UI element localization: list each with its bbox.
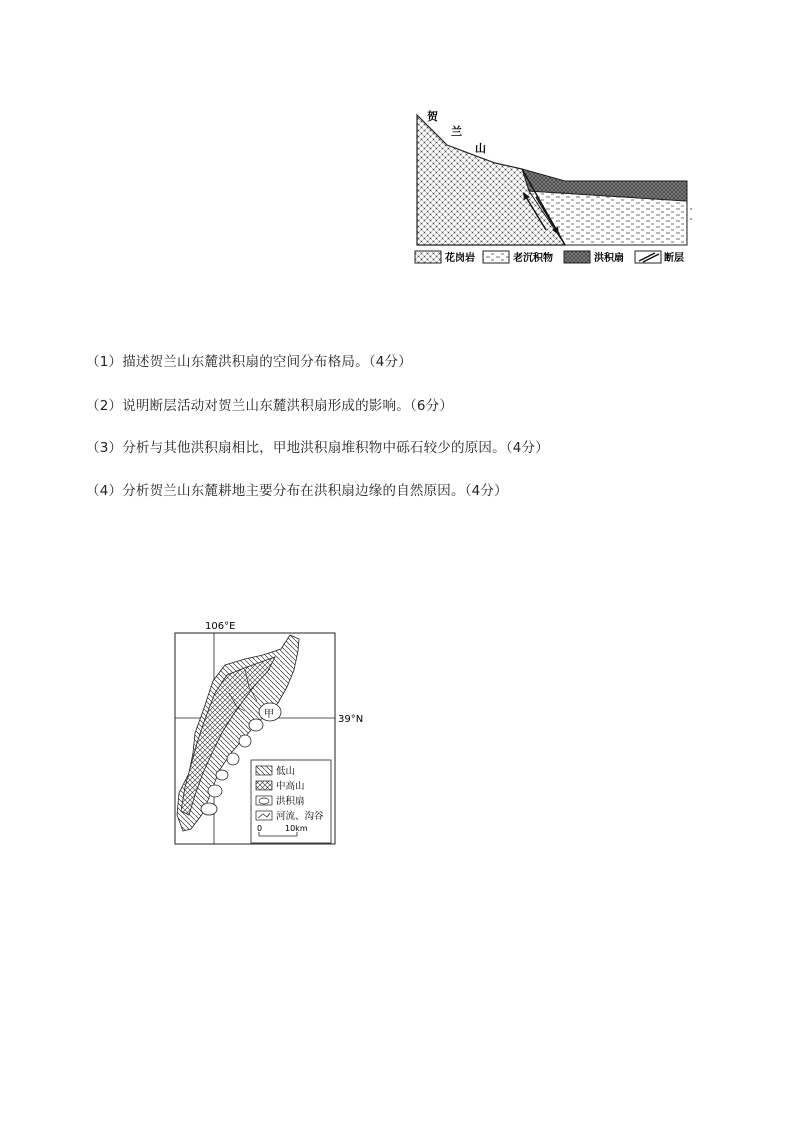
alluvial-fan-legend-label: 洪积扇 bbox=[276, 796, 305, 807]
scale-end-label: 10km bbox=[285, 824, 308, 833]
mid-high-mountain-legend-swatch bbox=[256, 781, 272, 790]
alluvial-fan bbox=[239, 735, 251, 747]
alluvial-fan bbox=[201, 803, 217, 815]
longitude-label: 106°E bbox=[205, 621, 236, 632]
question-3: （3）分析与其他洪积扇相比，甲地洪积扇堆积物中砾石较少的原因。（4分） bbox=[86, 440, 549, 456]
alluvial-fan-legend-swatch bbox=[564, 251, 590, 263]
question-4: （4）分析贺兰山东麓耕地主要分布在洪积扇边缘的自然原因。（4分） bbox=[86, 483, 508, 499]
old-sediment-legend-swatch bbox=[483, 251, 509, 263]
alluvial-fan bbox=[208, 785, 222, 797]
river-legend-label: 河流、沟谷 bbox=[276, 811, 324, 822]
old-sediment-legend-label: 老沉积物 bbox=[513, 253, 553, 264]
question-1: （1）描述贺兰山东麓洪积扇的空间分布格局。（4分） bbox=[86, 354, 412, 370]
mountain-label-char: 山 bbox=[475, 142, 486, 155]
river-legend-swatch bbox=[256, 811, 272, 820]
mountain-label-char: 兰 bbox=[451, 125, 462, 138]
alluvial-fan bbox=[216, 770, 228, 780]
alluvial-fan bbox=[249, 719, 263, 731]
cross-section-legend bbox=[415, 251, 684, 264]
granite-legend-label: 花岗岩 bbox=[445, 253, 475, 264]
geologic-cross-section bbox=[405, 105, 695, 275]
map-legend bbox=[251, 760, 331, 843]
fault-legend-label: 断层 bbox=[664, 253, 684, 264]
scale-start-label: 0 bbox=[257, 824, 263, 833]
alluvial-fan-legend-label: 洪积扇 bbox=[594, 253, 624, 264]
alluvial-fan bbox=[227, 753, 239, 765]
granite-legend-swatch bbox=[415, 251, 441, 263]
low-mountain-legend-label: 低山 bbox=[276, 766, 296, 777]
helan-mountain-map bbox=[165, 615, 380, 847]
mid-high-mountain-legend-label: 中高山 bbox=[276, 781, 305, 792]
question-2: （2）说明断层活动对贺兰山东麓洪积扇形成的影响。（6分） bbox=[86, 398, 454, 414]
mountain-label-char: 贺 bbox=[427, 110, 438, 123]
alluvial-fan-legend-icon bbox=[259, 798, 269, 804]
latitude-label: 39°N bbox=[338, 714, 364, 725]
low-mountain-legend-swatch bbox=[256, 766, 272, 775]
site-jia-label: 甲 bbox=[264, 709, 274, 720]
